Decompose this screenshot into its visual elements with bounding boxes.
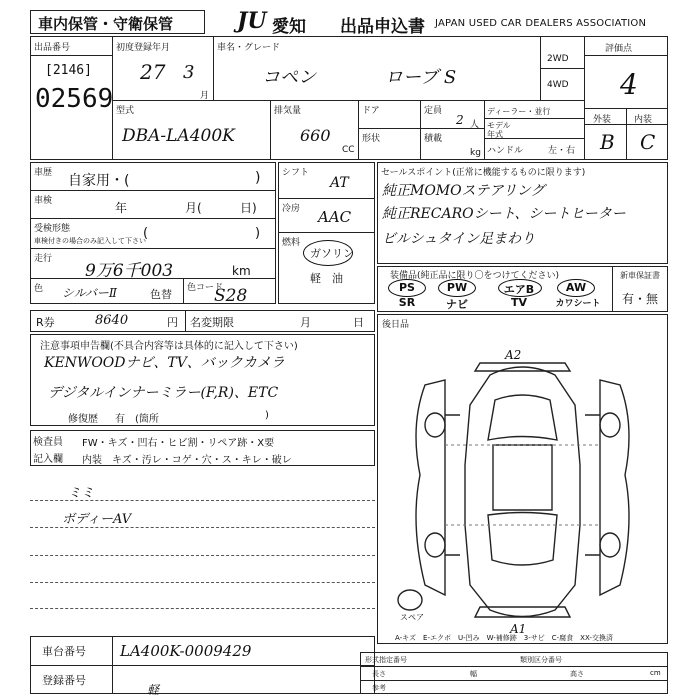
class-label: 類別区分番号 — [520, 656, 562, 664]
acceptance-label: 受検形態 — [34, 224, 71, 234]
history-close: ) — [255, 170, 261, 186]
width-label: 幅 — [470, 670, 477, 678]
divider — [358, 128, 484, 129]
format-label: 形式指定番号 — [365, 656, 407, 664]
inspector-row-2: 内装 キズ・汚レ・コゲ・穴・ス・キレ・破レ — [82, 455, 292, 466]
color-code-label: 色コード — [187, 283, 224, 293]
registration-label: 初度登録年月 — [116, 43, 171, 53]
score-value: 4 — [620, 68, 638, 101]
equip-sr: SR — [398, 296, 416, 309]
divider — [484, 100, 485, 160]
equip-aw: AW — [565, 281, 587, 294]
writing-line — [30, 555, 375, 556]
divider — [626, 108, 627, 160]
ps-circle — [388, 279, 426, 297]
divider — [30, 665, 375, 666]
door-label: ドア — [362, 106, 380, 116]
recycle-unit: 円 — [167, 316, 178, 329]
acceptance-close: ) — [255, 226, 261, 241]
writing-line — [30, 500, 375, 501]
notes-line-2: デジタルインナーミラー(F,R)、ETC — [48, 385, 279, 401]
handle-opts: 左・右 — [548, 146, 576, 156]
divider — [112, 100, 584, 101]
divider — [278, 232, 375, 233]
inspector-row-1: FW・キズ・凹右・ヒビ割・リペア跡・X要 — [82, 438, 275, 449]
fuel-diesel: 軽 油 — [310, 272, 343, 285]
height-label: 高さ — [570, 670, 584, 678]
org-name: 愛知 — [272, 17, 306, 37]
pw-circle — [438, 279, 476, 297]
divider — [584, 55, 668, 56]
registration-month: 3 — [183, 62, 195, 83]
inspection-label: 車検 — [34, 196, 53, 206]
color-label: 色 — [34, 284, 44, 294]
recycle-value: 8640 — [95, 313, 129, 328]
sales-line-1: 純正MOMOステアリング — [382, 183, 545, 199]
registration-month-unit: 月 — [200, 91, 210, 101]
equip-ps: PS — [399, 281, 415, 294]
score-label: 評価点 — [605, 44, 633, 54]
history-label: 車歴 — [34, 168, 53, 178]
divider — [30, 248, 276, 249]
notes-label: 注意事項申告欄(不具合内容等は具体的に記入して下さい) — [40, 341, 298, 352]
capacity-unit: 人 — [470, 120, 480, 130]
unit-cm: cm — [650, 669, 661, 677]
divider — [358, 100, 359, 160]
equip-leather: カワシート — [555, 299, 601, 309]
type-value: DBA-LA400K — [122, 126, 235, 146]
inspection-year: 年 — [115, 201, 128, 215]
lot-label: 出品番号 — [34, 43, 71, 53]
mileage-label: 走行 — [34, 254, 53, 264]
ref-label: 参考 — [372, 684, 386, 692]
divider — [420, 100, 421, 160]
fuel-gas: ガソリン — [310, 247, 354, 260]
load-unit: kg — [470, 148, 481, 158]
inspector-label-1: 検査員 — [33, 437, 63, 448]
color-change-label: 色替 — [150, 288, 172, 301]
divider — [360, 666, 668, 667]
model-grade: ローブ S — [385, 67, 457, 88]
capacity-label: 定員 — [424, 106, 443, 116]
diagram-legend: A-キズ E-エクボ U-凹み W-補修跡 3-サビ C-腐食 XX-交換済 — [395, 634, 613, 642]
registration-year: 27 — [140, 60, 166, 84]
inspection-month: 月( — [185, 201, 202, 215]
capacity-value: 2 — [456, 113, 464, 127]
divider — [185, 310, 186, 332]
fuel-label: 燃料 — [282, 238, 301, 248]
equip-airbag: エアB — [503, 283, 535, 296]
divider — [112, 636, 113, 694]
displacement-unit: CC — [342, 145, 355, 155]
divider — [30, 218, 276, 219]
notes-line-1: KENWOODナビ、TV、バックカメラ — [44, 355, 285, 371]
storage-note: 車内保管・守衛保管 — [38, 15, 174, 33]
mileage-value: 9万6千003 — [85, 261, 174, 281]
type-label: 型式 — [116, 106, 135, 116]
handle-label: ハンドル — [487, 146, 524, 156]
score-int-label: 内装 — [634, 115, 653, 125]
score-ext: B — [600, 130, 615, 154]
score-ext-label: 外装 — [593, 115, 612, 125]
chassis-label: 車台番号 — [42, 645, 86, 658]
equipment-label: 装備品(純正品に限り〇をつけてください) — [390, 271, 560, 281]
inspection-day: 日) — [240, 201, 257, 215]
sales-line-2: 純正RECAROシート、シートヒーター — [382, 206, 626, 222]
mileage-unit: km — [232, 264, 251, 278]
divider — [270, 100, 271, 160]
shift-label: シフト — [282, 168, 310, 178]
inspector-label-2: 記入欄 — [33, 454, 63, 465]
model-year-label: モデル年式 — [487, 121, 511, 139]
shift-value: AT — [330, 175, 349, 191]
plate-label: 登録番号 — [42, 674, 86, 687]
acceptance-sub: 車検付きの場合のみ記入して下さい — [34, 237, 146, 245]
equip-tv: TV — [510, 296, 528, 309]
model-name: コペン — [262, 67, 316, 88]
car-diagram — [385, 345, 660, 630]
form-title: 出品申込書 — [340, 17, 425, 37]
writing-line — [30, 582, 375, 583]
english-title: JAPAN USED CAR DEALERS ASSOCIATION — [435, 18, 647, 29]
diagram-mark-bottom: A1 — [510, 622, 527, 636]
divider — [30, 55, 112, 56]
shape-label: 形状 — [362, 134, 381, 144]
plate-note: 軽 — [147, 683, 160, 697]
repair-label: 修復歴 — [68, 414, 98, 425]
inspector-hw-2: ボディーAV — [62, 512, 132, 527]
color-value: シルバーⅡ — [62, 286, 118, 300]
divider — [278, 198, 375, 199]
drive-4wd: 4WD — [547, 80, 569, 90]
aw-circle — [557, 279, 595, 297]
chassis-value: LA400K-0009429 — [120, 642, 252, 660]
airbag-circle — [498, 279, 542, 297]
divider — [30, 190, 276, 191]
divider — [484, 118, 584, 119]
divider — [540, 68, 584, 69]
lot-sub-number: [2146] — [45, 63, 92, 78]
writing-line — [30, 608, 375, 609]
acceptance-paren: ( — [143, 226, 149, 241]
divider — [360, 680, 668, 681]
divider — [213, 36, 214, 100]
lot-number: 02569 — [35, 84, 114, 114]
cooling-value: AAC — [318, 208, 352, 226]
dealer-label: ディーラー・並行 — [487, 107, 551, 116]
tax-label: 名変期限 — [190, 316, 234, 329]
equip-pw: PW — [446, 281, 468, 294]
cooling-label: 冷房 — [282, 204, 301, 214]
warranty-opts: 有・無 — [622, 292, 659, 306]
divider — [183, 278, 184, 304]
tax-month: 月 — [300, 316, 311, 329]
model-grade-label: 車名・グレード — [217, 43, 281, 53]
rear-label: 後日品 — [382, 320, 410, 330]
history-value: 自家用・( — [68, 173, 130, 189]
load-label: 積載 — [424, 134, 443, 144]
warranty-label: 新車保証書 — [620, 271, 660, 280]
color-code: S28 — [214, 286, 248, 306]
divider — [612, 266, 613, 312]
diagram-mark-top: A2 — [505, 348, 522, 362]
ju-logo: JU — [237, 8, 267, 34]
repair-close: ) — [265, 410, 269, 421]
repair-value: 有 (箇所 — [115, 414, 159, 425]
spare-label: スペア — [400, 613, 424, 622]
sales-label: セールスポイント(正常に機能するものに限ります) — [381, 168, 586, 178]
writing-line — [30, 527, 375, 528]
tax-day: 日 — [353, 316, 364, 329]
length-label: 長さ — [372, 670, 386, 678]
equip-navi: ナビ — [446, 298, 468, 311]
drive-2wd: 2WD — [547, 54, 569, 64]
recycle-label: R券 — [36, 316, 55, 329]
displacement-label: 排気量 — [274, 106, 302, 116]
displacement-value: 660 — [300, 126, 331, 145]
score-int: C — [640, 130, 656, 154]
sales-line-3: ビルシュタイン足まわり — [382, 231, 536, 247]
inspector-hw-1: ミミ — [68, 486, 95, 501]
